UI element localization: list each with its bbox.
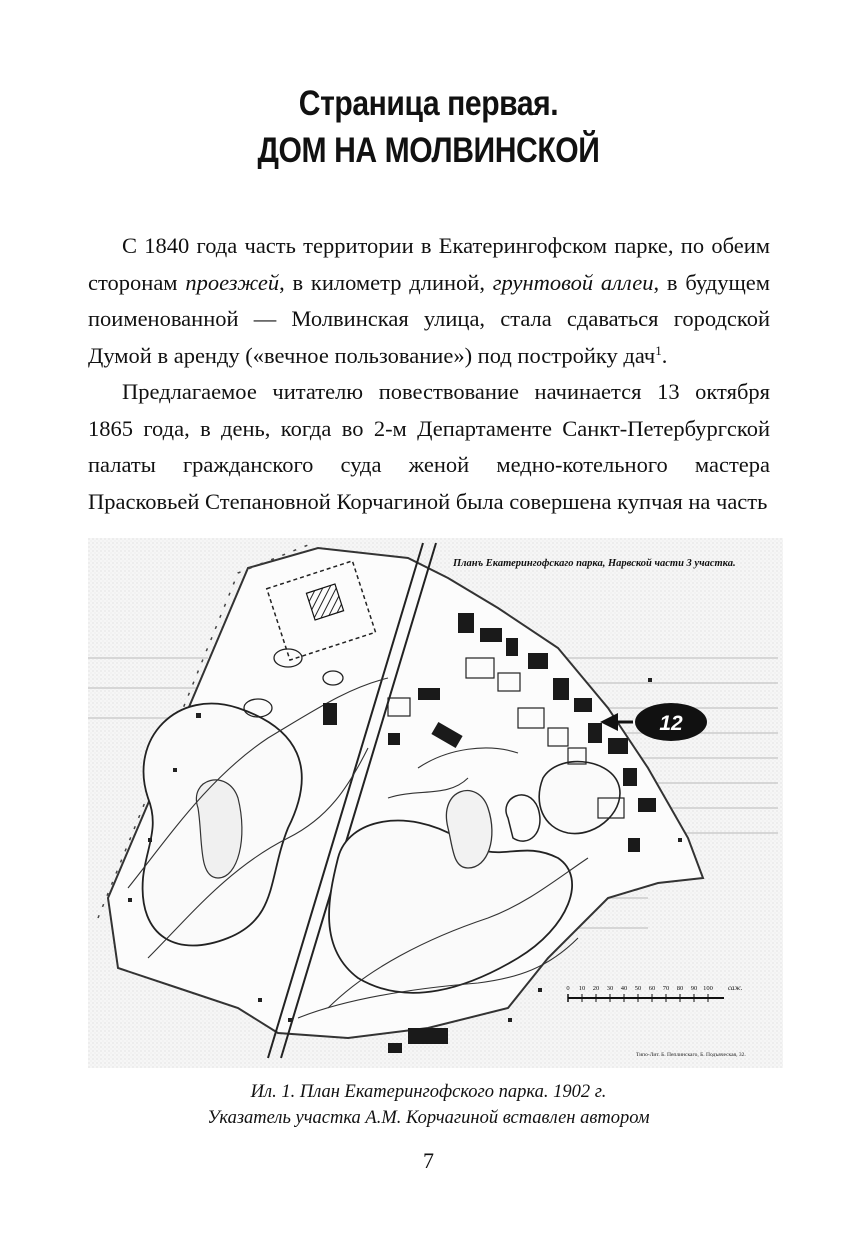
scale-tick: 20 [592, 985, 600, 992]
footnote-marker[interactable]: 1 [655, 342, 662, 358]
scale-tick: 90 [690, 985, 698, 992]
printer-note: Типо-Лит. Б. Пеплинскаго, Б. Подъяческая, 32. [636, 1052, 746, 1058]
caption-line1: Ил. 1. План Екатерингофского парка. 1902 г. [250, 1082, 607, 1102]
italic-term: грунтовой аллеи [492, 269, 654, 295]
paragraph-1: С 1840 года часть территории в Екатерингофском парке, по обеим сторонам проезжей, в километр длиной, грунтовой аллеи, в будущем поименованной — Молвинская улица, стала сдаваться городской Думой в аренду («вечное пользование») под постройку дач$^1$. [88, 233, 770, 368]
scale-unit: саж. [728, 984, 743, 992]
caption-line2: Указатель участка А.М. Корчагиной вставлен автором [207, 1108, 650, 1128]
chapter-title-line2: ДОМ НА МОЛВИНСКОЙ [257, 131, 600, 170]
scale-tick: 70 [662, 985, 670, 992]
scale-tick: 40 [620, 985, 628, 992]
scale-tick: 30 [606, 985, 614, 992]
paragraph-2: Предлагаемое читателю повествование начинается 13 октября 1865 года, в день, когда во 2-м Департаменте Санкт-Петербургской палаты гражданского суда женой медно-котельного мастера Прасковьей Степановной Корчагиной была совершена купчая на часть [88, 379, 770, 514]
marker-label: 12 [659, 712, 683, 735]
figure-caption [0, 1079, 857, 1131]
page-number: 7 [423, 1148, 434, 1173]
scale-tick: 50 [634, 985, 642, 992]
chapter-title [60, 80, 797, 174]
park-map-figure [88, 538, 783, 1068]
scale-tick: 0 [566, 985, 570, 992]
scale-tick: 80 [676, 985, 684, 992]
scale-tick: 10 [578, 985, 586, 992]
map-title: Планъ Екатерингофскаго парка, Нарвской части 3 участка. [453, 558, 736, 569]
italic-term: проезжей [185, 269, 280, 295]
chapter-title-line1: Страница первая. [298, 84, 559, 123]
body-text [88, 228, 770, 520]
scale-tick: 100 [703, 985, 713, 992]
scale-tick: 60 [648, 985, 656, 992]
park-map [88, 538, 783, 1068]
